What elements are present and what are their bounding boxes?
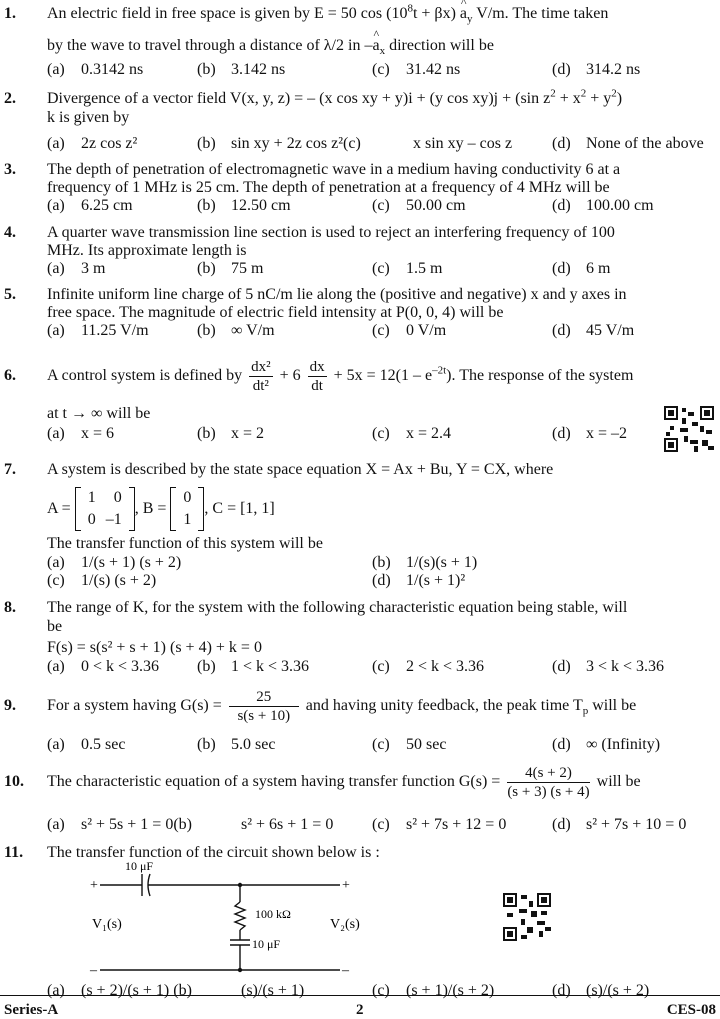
circuit-diagram bbox=[80, 860, 380, 978]
question-number: 9. bbox=[4, 697, 16, 714]
question-text: be bbox=[47, 618, 63, 635]
qr-code-icon bbox=[503, 893, 551, 941]
question-text: by the wave to travel through a distance of λ/2 in –^ $a_x$ direction will be bbox=[47, 36, 715, 56]
question-number: 6. bbox=[4, 367, 16, 384]
question-number: 11. bbox=[4, 844, 24, 861]
node-dot bbox=[238, 968, 242, 972]
question-number: 10. bbox=[4, 773, 24, 790]
input-plus: + bbox=[90, 878, 98, 893]
capacitor-label: 10 μF bbox=[252, 937, 281, 951]
matrix-equation: A = 1 0 0 –1 , B = 0 1 , C = [1, 1] bbox=[47, 484, 715, 534]
question-number: 4. bbox=[4, 224, 16, 241]
question-text: at t → ∞ will be bbox=[47, 405, 151, 422]
page-number: 2 bbox=[356, 1002, 364, 1018]
question-number: 5. bbox=[4, 286, 16, 303]
resistor-label: 100 kΩ bbox=[255, 907, 291, 921]
question-text: free space. The magnitude of electric field intensity at P(0, 0, 4) will be bbox=[47, 304, 504, 321]
fraction-transfer: $\frac{4(s + 2)}{(s + 3) (s + 4)}$ bbox=[507, 764, 590, 800]
output-minus: – bbox=[342, 963, 349, 978]
question-text: A quarter wave transmission line section is used to reject an interfering frequency of 100 bbox=[47, 224, 615, 241]
question-number: 2. bbox=[4, 90, 16, 107]
unit-vector-ay: ^ $a_y$ bbox=[460, 4, 473, 24]
question-number: 7. bbox=[4, 461, 16, 478]
question-text: Divergence of a vector field V(x, y, z) = – (x cos xy + y)i + (y cos xy)j + (sin $z^2 + x^2 + y^2$) bbox=[47, 87, 623, 107]
question-text: Infinite uniform line charge of 5 nC/m lie along the (positive and negative) x and y axes in bbox=[47, 286, 627, 303]
input-voltage-label: V₁(s) bbox=[92, 917, 122, 932]
fraction-dx-dt: $\frac{dx}{dt}$ bbox=[309, 358, 325, 394]
fraction-transfer: $\frac{25}{s(s + 10)}$ bbox=[229, 688, 299, 725]
matrix-a: 1 0 0 –1 bbox=[75, 487, 135, 531]
question-text: For a system having G(s) = $\frac{25}{s(s + 10)}$ and having unity feedback, the peak time $T_p$ will be bbox=[47, 688, 637, 724]
input-minus: – bbox=[90, 963, 97, 978]
question-number: 1. bbox=[4, 5, 16, 22]
fraction-d2x-dt2: $\frac{\text{dx²}}{\text{dt²}}$ bbox=[251, 358, 271, 394]
paper-code: CES-08 bbox=[666, 1002, 716, 1018]
output-plus: + bbox=[342, 878, 350, 893]
series-label: Series-A bbox=[4, 1002, 59, 1018]
question-text: The depth of penetration of electromagnetic wave in a medium having conductivity 6 at a bbox=[47, 161, 621, 178]
question-text: The characteristic equation of a system having transfer function G(s) = $\frac{4(s + 2)}{(s + 3) (s + 4)}$ will be bbox=[47, 764, 641, 800]
question-number: 8. bbox=[4, 599, 16, 616]
question-text: The transfer function of this system will be bbox=[47, 535, 323, 552]
question-number: 3. bbox=[4, 161, 16, 178]
matrix-b: 0 1 bbox=[170, 487, 204, 531]
question-text: The range of K, for the system with the following characteristic equation being stable, will bbox=[47, 599, 628, 616]
question-text: A system is described by the state space equation X = Ax + Bu, Y = CX, where bbox=[47, 461, 554, 478]
page-footer bbox=[0, 995, 720, 1018]
question-text: The transfer function of the circuit shown below is : bbox=[47, 844, 380, 861]
node-dot bbox=[238, 883, 242, 887]
question-text: k is given by bbox=[47, 109, 130, 126]
question-text: MHz. Its approximate length is bbox=[47, 242, 247, 259]
output-voltage-label: V₂(s) bbox=[330, 917, 360, 932]
question-text: A control system is defined by $\frac{\text{dx²}}{\text{dt²}}$ + 6 $\frac{dx}{dt}$ + $5x = 12(1 - e^{-2t})$. The response of the system bbox=[47, 358, 634, 394]
unit-vector-ax: ^ $a_x$ bbox=[372, 36, 385, 56]
capacitor-label: 10 μF bbox=[125, 860, 154, 873]
question-text: frequency of 1 MHz is 25 cm. The depth of penetration at a frequency of 4 MHz will be bbox=[47, 179, 610, 196]
question-text: An electric field in free space is given by E = 50 $\cos (10^8t + \beta x)$ ^ $a_y$ V/m. The time taken bbox=[47, 4, 715, 24]
qr-code-icon bbox=[664, 406, 714, 452]
equation: F(s) = s(s² + s + 1) (s + 4) + k = 0 bbox=[47, 639, 262, 656]
